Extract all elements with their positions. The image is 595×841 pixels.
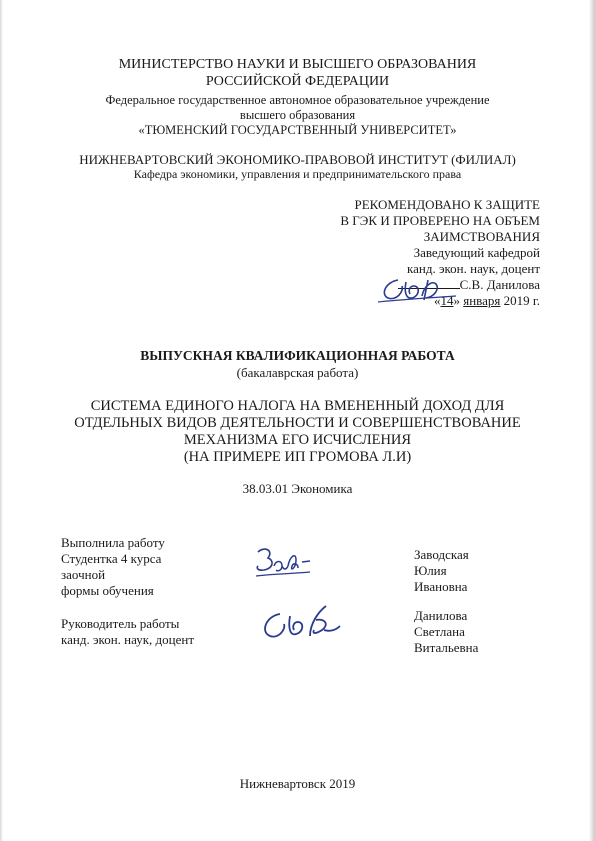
supervisor-signature <box>258 600 348 650</box>
author-role-line-2: Студентка 4 курса <box>61 551 162 566</box>
approval-line-4: Заведующий кафедрой <box>413 245 540 260</box>
author-surname: Заводская <box>414 547 469 562</box>
work-subtype: (бакалаврская работа) <box>236 365 359 380</box>
ministry-header <box>0 56 595 90</box>
supervisor-surname: Данилова <box>414 608 468 623</box>
ministry-line-2: РОССИЙСКОЙ ФЕДЕРАЦИИ <box>205 74 390 89</box>
topic-line-1: СИСТЕМА ЕДИНОГО НАЛОГА НА ВМЕНЕННЫЙ ДОХОД ДЛЯ <box>90 398 505 414</box>
institution-line-3: «ТЮМЕНСКИЙ ГОСУДАРСТВЕННЫЙ УНИВЕРСИТЕТ» <box>138 123 457 137</box>
approval-line-2: В ГЭК И ПРОВЕРЕНО НА ОБЪЕМ <box>340 213 540 228</box>
author-role-line-1: Выполнила работу <box>61 535 165 550</box>
head-of-department-signature <box>376 272 460 308</box>
date-open-quote: « <box>433 293 441 308</box>
author-role-line-4: формы обучения <box>61 583 154 598</box>
specialty-code: 38.03.01 Экономика <box>242 481 353 496</box>
date-year: 2019 г. <box>500 293 540 308</box>
institution-line-1: Федеральное государственное автономное образовательное учреждение <box>105 93 490 107</box>
ministry-line-1: МИНИСТЕРСТВО НАУКИ И ВЫСШЕГО ОБРАЗОВАНИЯ <box>118 57 477 72</box>
topic-line-4: (НА ПРИМЕРЕ ИП ГРОМОВА Л.И) <box>183 449 412 465</box>
date-month: января <box>463 293 501 308</box>
work-type-title: ВЫПУСКНАЯ КВАЛИФИКАЦИОННАЯ РАБОТА <box>140 348 455 363</box>
supervisor-role-line-1: Руководитель работы <box>61 616 180 631</box>
approval-line-1: РЕКОМЕНДОВАНО К ЗАЩИТЕ <box>354 197 540 212</box>
date-close-quote: » <box>453 293 464 308</box>
date-day: 14 <box>440 293 454 308</box>
author-patronymic: Ивановна <box>414 579 468 594</box>
supervisor-name <box>414 608 478 656</box>
supervisor-patronymic: Витальевна <box>414 640 479 655</box>
city-year: Нижневартовск 2019 <box>239 776 356 791</box>
department-line: Кафедра экономики, управления и предпринимательского права <box>133 167 462 181</box>
institution-line-2: высшего образования <box>239 108 356 122</box>
approval-line-5: канд. экон. наук, доцент <box>406 261 540 276</box>
author-signature <box>252 544 314 584</box>
institution-header <box>0 93 595 138</box>
approval-line-3: ЗАИМСТВОВАНИЯ <box>423 229 540 244</box>
author-role <box>61 535 165 599</box>
branch-header <box>0 152 595 182</box>
author-name <box>414 547 469 595</box>
supervisor-role <box>61 616 194 648</box>
thesis-topic <box>0 398 595 466</box>
supervisor-role-line-2: канд. экон. наук, доцент <box>61 632 195 647</box>
author-first-name: Юлия <box>414 563 447 578</box>
branch-line-1: НИЖНЕВАРТОВСКИЙ ЭКОНОМИКО-ПРАВОВОЙ ИНСТИТУТ (ФИЛИАЛ) <box>79 152 516 167</box>
author-role-line-3: заочной <box>61 567 106 582</box>
approval-signature-name: С.В. Данилова <box>459 277 540 292</box>
topic-line-3: МЕХАНИЗМА ЕГО ИСЧИСЛЕНИЯ <box>183 432 412 448</box>
topic-line-2: ОТДЕЛЬНЫХ ВИДОВ ДЕЯТЕЛЬНОСТИ И СОВЕРШЕНСТВОВАНИЕ <box>74 415 521 431</box>
supervisor-first-name: Светлана <box>414 624 465 639</box>
